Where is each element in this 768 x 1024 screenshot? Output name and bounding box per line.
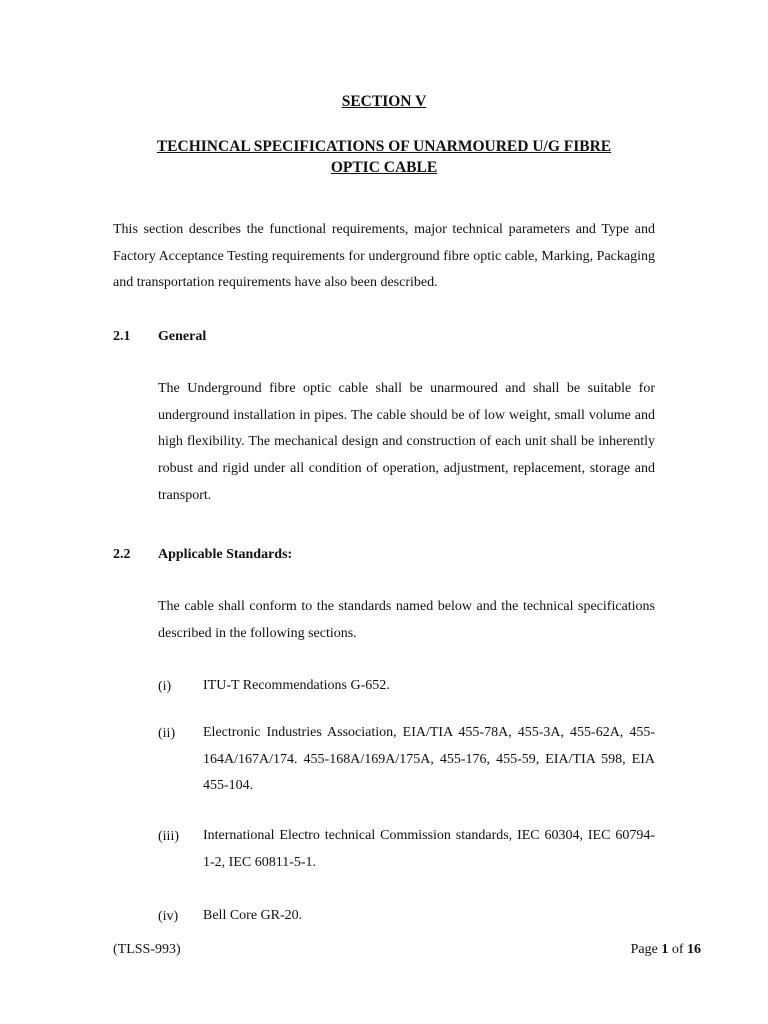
standards-paragraph: The cable shall conform to the standards named below and the technical specifications described in the following sections. — [158, 599, 655, 641]
page-current: 1 — [661, 942, 669, 957]
list-item-number: (i) — [158, 679, 172, 694]
section-2-1-title: General — [158, 329, 207, 344]
section-2-2-number: 2.2 — [113, 547, 131, 562]
page-total: 16 — [687, 942, 701, 957]
title-line-2: OPTIC CABLE — [330, 159, 438, 176]
page-label: Page — [630, 942, 658, 957]
document-title — [0, 136, 768, 178]
list-item-number: (iii) — [158, 829, 179, 844]
list-item-number: (iv) — [158, 909, 179, 924]
list-item: ITU-T Recommendations G-652. — [203, 678, 390, 693]
title-line-1: TECHINCAL SPECIFICATIONS OF UNARMOURED U/G FIBRE — [156, 138, 612, 155]
general-paragraph: The Underground fibre optic cable shall be unarmoured and shall be suitable for underground installation in pipes. The cable should be of low weight, small volume and high flexibility. The mechanical design and construction of each unit shall be inherently robust and rigid under all condition of operation, adjustment, replacement, storage and transport. — [158, 381, 655, 503]
list-item: Electronic Industries Association, EIA/TIA 455-78A, 455-3A, 455-62A, 455-164A/167A/174. 455-168A/169A/175A, 455-176, 455-59, EIA/TIA 598, EIA 455-104. — [203, 725, 655, 794]
footer-page-number — [631, 942, 701, 958]
section-heading: SECTION V — [341, 93, 427, 110]
list-item: Bell Core GR-20. — [203, 908, 303, 923]
section-2-2-title: Applicable Standards: — [158, 547, 293, 562]
section-2-1-number: 2.1 — [113, 329, 131, 344]
footer-doc-ref: (TLSS-993) — [113, 942, 181, 957]
list-item: International Electro technical Commission standards, IEC 60304, IEC 60794-1-2, IEC 60811-5-1. — [203, 828, 655, 870]
list-item-number: (ii) — [158, 726, 176, 741]
of-label: of — [671, 942, 684, 957]
intro-paragraph: This section describes the functional requirements, major technical parameters and Type and Factory Acceptance Testing requirements for underground fibre optic cable, Marking, Packaging and transportation requirements have also been described. — [113, 222, 655, 291]
